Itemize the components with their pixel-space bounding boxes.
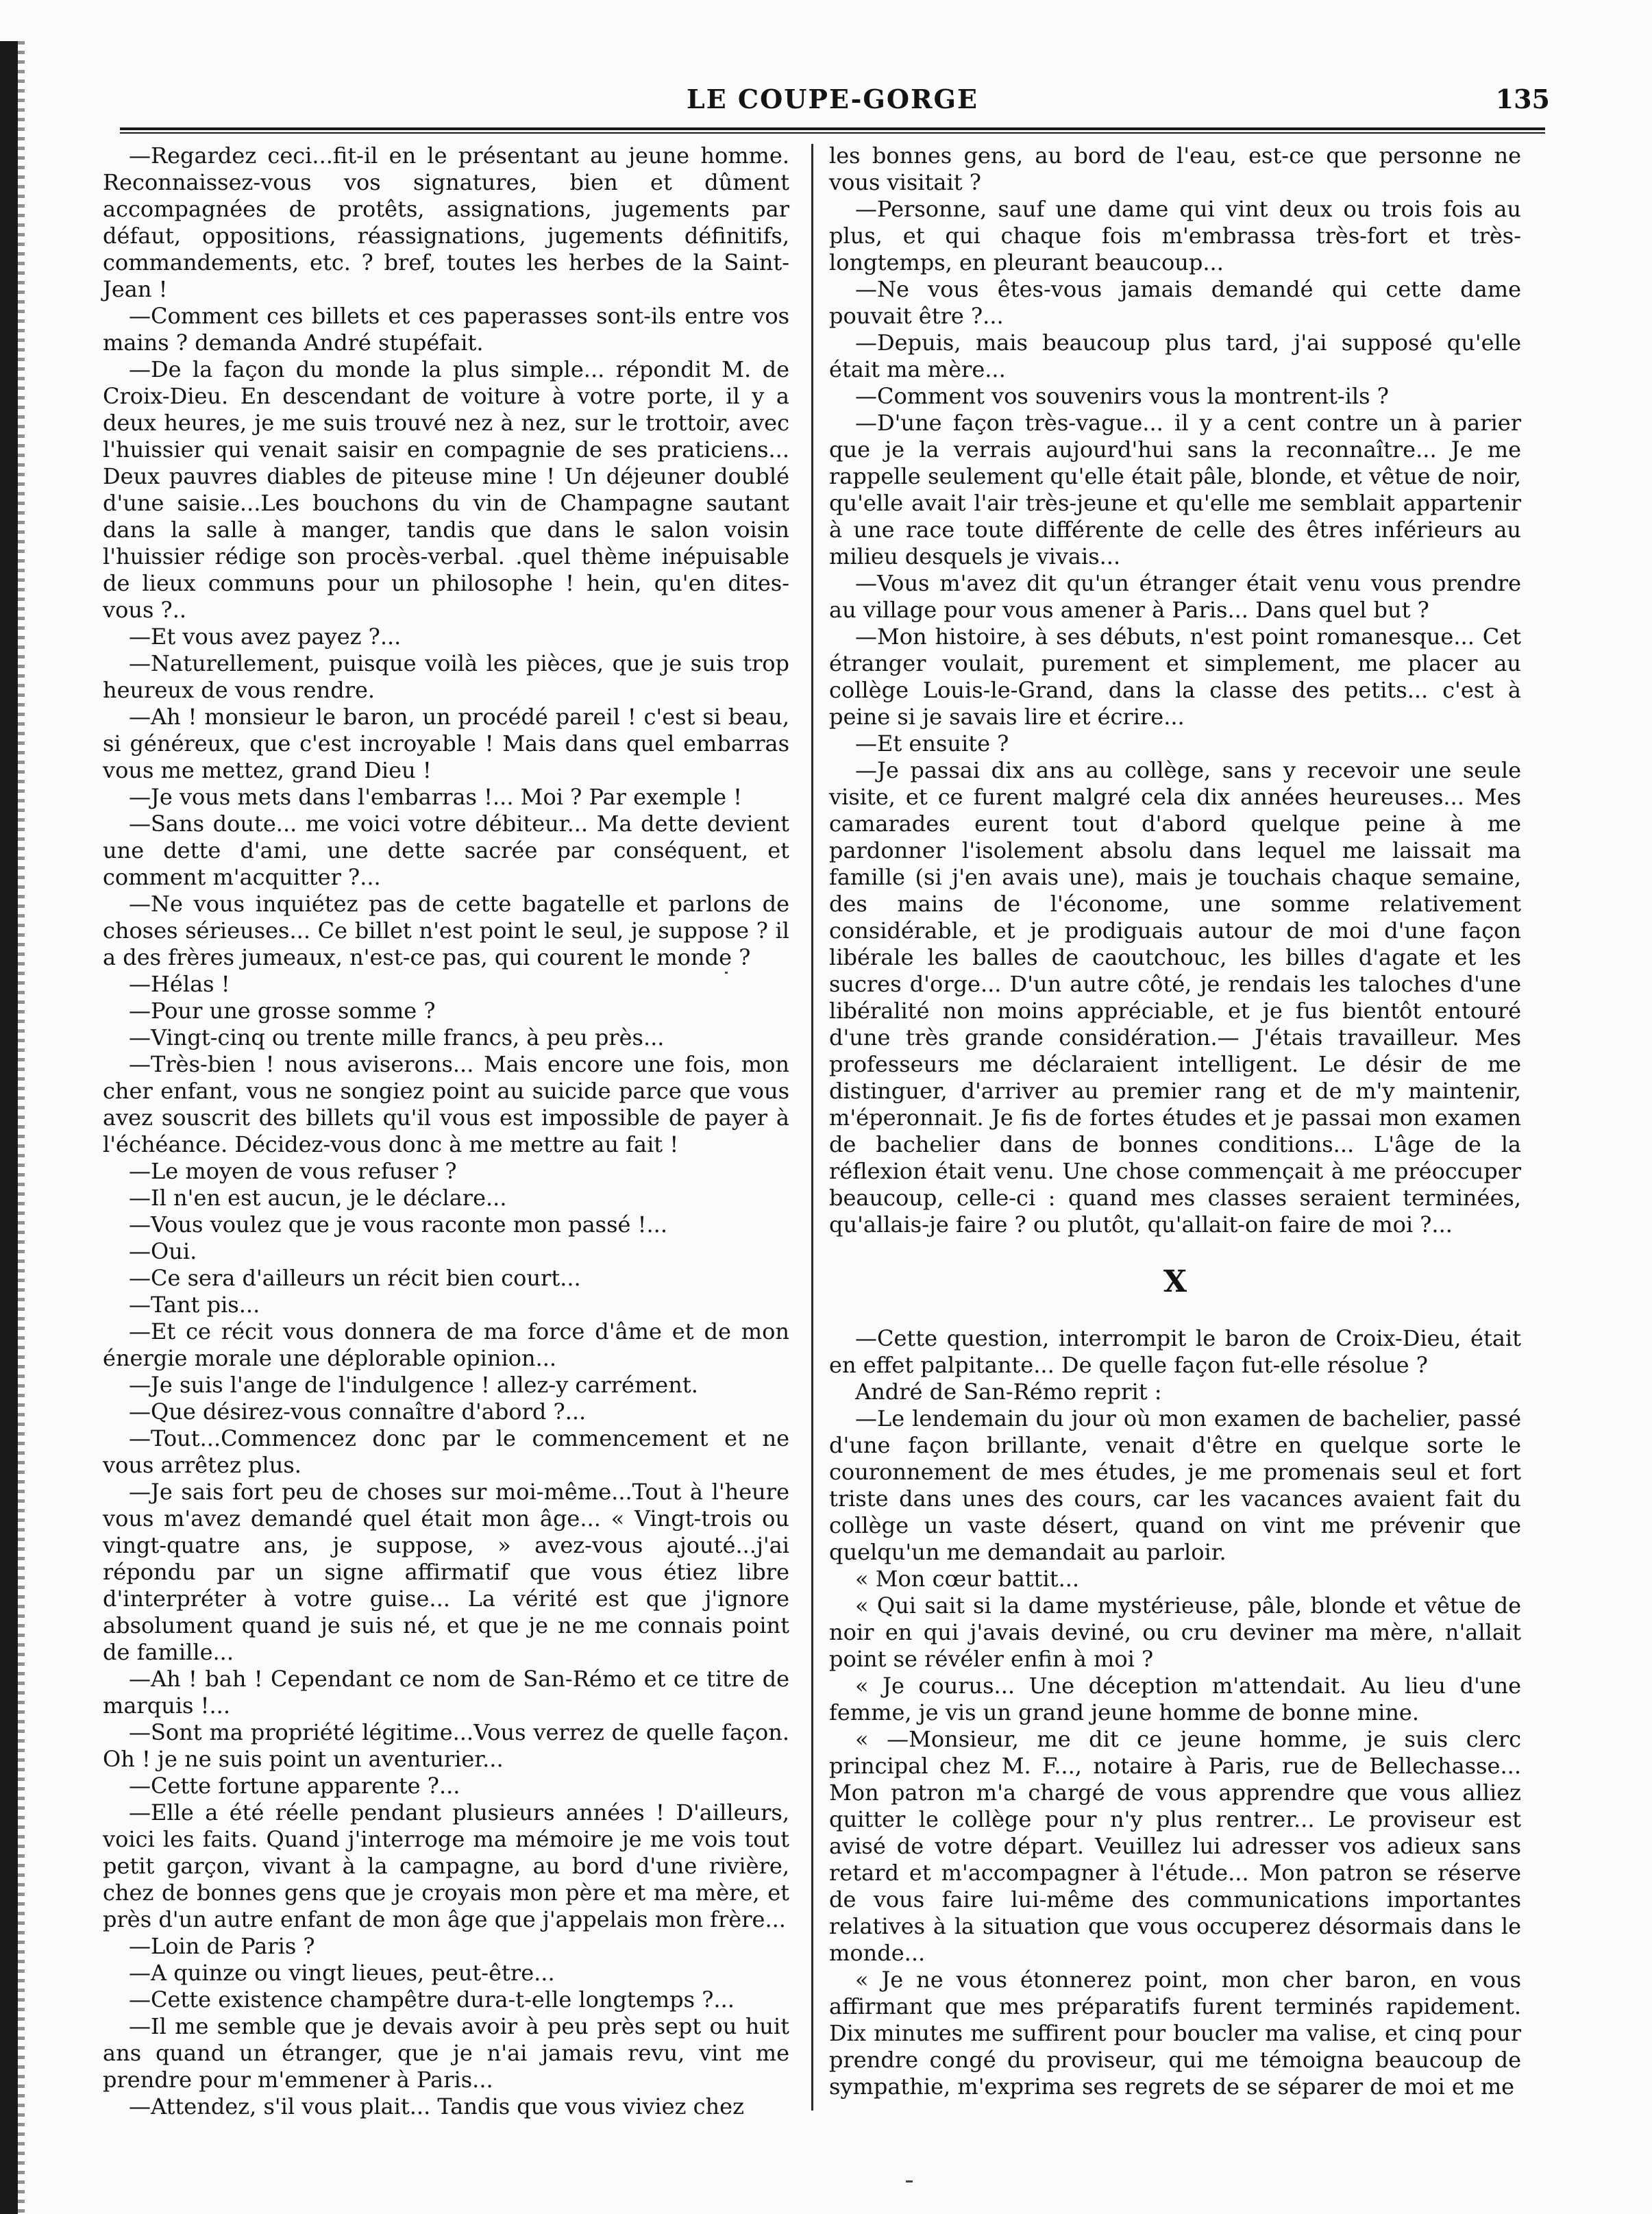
paragraph: —Cette existence champêtre dura-t-elle longtemps ?...	[129, 1987, 735, 2013]
paragraph: —Hélas !	[129, 971, 230, 997]
paragraph: —Il n'en est aucun, je le déclare...	[129, 1185, 507, 1211]
paragraph: —Sans doute... me voici votre débiteur... Ma dette devient une dette d'ami, une dette sacrée par conséquent, et comment m'acquitter ?...	[103, 811, 789, 890]
paragraph: —A quinze ou vingt lieues, peut-être...	[129, 1960, 555, 1986]
paragraph: —Elle a été réelle pendant plusieurs années ! D'ailleurs, voici les faits. Quand j'interroge ma mémoire je me vois tout petit garçon, vivant à la campagne, au bord d'une rivière, chez de bonnes gens que je croyais mon père et ma mère, et près d'un autre enfant de mon âge que j'appelais mon frère...	[103, 1799, 789, 1932]
paragraph: André de San-Rémo reprit :	[855, 1379, 1162, 1405]
paragraph: —Ce sera d'ailleurs un récit bien court...	[129, 1265, 581, 1291]
paragraph: —Sont ma propriété légitime...Vous verrez de quelle façon. Oh ! je ne suis point un aventurier...	[103, 1719, 789, 1772]
paragraph: « Je courus... Une déception m'attendait. Au lieu d'une femme, je vis un grand jeune homme de bonne mine.	[829, 1673, 1521, 1725]
paragraph: —Personne, sauf une dame qui vint deux ou trois fois au plus, et qui chaque fois m'embrassa très-fort et très-longtemps, en pleurant beaucoup...	[829, 196, 1521, 275]
column-separator	[811, 144, 813, 2111]
paragraph: —Pour une grosse somme ?	[129, 998, 436, 1024]
paragraph: —Ah ! monsieur le baron, un procédé pareil ! c'est si beau, si généreux, que c'est incroyable ! Mais dans quel embarras vous me mettez, grand Dieu !	[103, 704, 789, 783]
paragraph: —Vous voulez que je vous raconte mon passé !...	[129, 1211, 667, 1238]
paragraph: —Attendez, s'il vous plait... Tandis que vous viviez chez	[129, 2093, 744, 2119]
paragraph: —Le moyen de vous refuser ?	[129, 1158, 457, 1184]
paragraph: —Ne vous inquiétez pas de cette bagatelle et parlons de choses sérieuses... Ce billet n'est point le seul, je suppose ? il a des frères jumeaux, n'est-ce pas, qui courent le monde ?	[103, 891, 789, 970]
paragraph: —Mon histoire, à ses débuts, n'est point romanesque... Cet étranger voulait, purement et simplement, me placer au collège Louis-le-Grand, dans la classe des petits... c'est à peine si je savais lire et écrire...	[829, 624, 1521, 730]
page-number: 135	[1495, 84, 1550, 114]
paragraph: « Je ne vous étonnerez point, mon cher baron, en vous affirmant que mes préparatifs furent terminés rapidement. Dix minutes me suffirent pour boucler ma valise, et cinq pour prendre congé du proviseur, qui me témoigna beaucoup de sympathie, m'exprima ses regrets de se séparer de moi et me	[829, 1967, 1521, 2100]
paragraph: —Oui.	[129, 1238, 197, 1264]
right-column-after-section	[829, 1325, 1521, 2100]
paragraph: —Et vous avez payez ?...	[129, 624, 402, 650]
paragraph: —Comment ces billets et ces paperasses sont-ils entre vos mains ? demanda André stupéfait.	[103, 303, 789, 356]
book-spine-shadow	[0, 41, 18, 2214]
paragraph: —Je vous mets dans l'embarras !... Moi ? Par exemple !	[129, 784, 743, 810]
paragraph: « —Monsieur, me dit ce jeune homme, je suis clerc principal chez M. F..., notaire à Paris, rue de Bellechasse... Mon patron m'a chargé de vous apprendre que vous alliez quitter le collège pour n'y plus rentrer... Le proviseur est avisé de votre départ. Veuillez lui adresser vos adieux sans retard et m'accompagner à l'étude... Mon patron se réserve de vous faire lui-même des communications importantes relatives à la situation que vous occuperez désormais dans le monde...	[829, 1726, 1521, 1966]
paragraph: —Tout...Commencez donc par le commencement et ne vous arrêtez plus.	[103, 1425, 789, 1478]
page-header	[89, 84, 1576, 125]
paragraph: —Cette fortune apparente ?...	[129, 1773, 460, 1799]
paragraph: —Comment vos souvenirs vous la montrent-ils ?	[855, 383, 1389, 409]
paragraph: —Vous m'avez dit qu'un étranger était venu vous prendre au village pour vous amener à Paris... Dans quel but ?	[829, 570, 1521, 623]
paragraph: —Cette question, interrompit le baron de Croix-Dieu, était en effet palpitante... De quelle façon fut-elle résolue ?	[829, 1325, 1521, 1378]
scan-speck	[725, 972, 728, 974]
paragraph: —Ne vous êtes-vous jamais demandé qui cette dame pouvait être ?...	[829, 276, 1521, 329]
paragraph: —De la façon du monde la plus simple... répondit M. de Croix-Dieu. En descendant de voiture à votre porte, il y a deux heures, je me suis trouvé nez à nez, sur le trottoir, avec l'huissier qui venait saisir en compagnie de ses praticiens... Deux pauvres diables de piteuse mine ! Un déjeuner doublé d'une saisie...Les bouchons du vin de Champagne sautant dans la salle à manger, tandis que dans le salon voisin l'huissier rédige son procès-verbal. .quel thème inépuisable de lieux communs pour un philosophe ! hein, qu'en dites-vous ?..	[103, 356, 789, 623]
paragraph: —Vingt-cinq ou trente mille francs, à peu près...	[129, 1024, 665, 1050]
paragraph: —Je suis l'ange de l'indulgence ! allez-y carrément.	[129, 1372, 698, 1398]
paragraph: « Mon cœur battit...	[855, 1566, 1080, 1592]
paragraph: —Tant pis...	[129, 1292, 260, 1318]
paragraph: —Très-bien ! nous aviserons... Mais encore une fois, mon cher enfant, vous ne songiez point au suicide parce que vous avez souscrit des billets qu'il vous est impossible de payer à l'échéance. Décidez-vous donc à me mettre au fait !	[103, 1051, 789, 1157]
paragraph: « Qui sait si la dame mystérieuse, pâle, blonde et vêtue de noir en qui j'avais deviné, ou cru deviner ma mère, n'allait point se révéler enfin à moi ?	[829, 1592, 1521, 1672]
right-column	[829, 143, 1521, 2100]
right-column-before-section	[829, 143, 1521, 1238]
paragraph: —D'une façon très-vague... il y a cent contre un à parier que je la verrais aujourd'hui sans la reconnaître... Je me rappelle seulement qu'elle était pâle, blonde, et vêtue de noir, qu'elle avait l'air très-jeune et qu'elle me semblait appartenir à une race toute différente de celle des êtres inférieurs au milieu desquels je vivais...	[829, 410, 1521, 569]
paragraph: —Naturellement, puisque voilà les pièces, que je suis trop heureux de vous rendre.	[103, 650, 789, 703]
paragraph: —Regardez ceci...fit-il en le présentant au jeune homme. Reconnaissez-vous vos signatures, bien et dûment accompagnées de protêts, assignations, jugements par défaut, oppositions, réassignations, jugements définitifs, commandements, etc. ? bref, toutes les herbes de la Saint-Jean !	[103, 143, 789, 302]
left-column	[103, 143, 789, 2120]
header-rule-thin	[120, 132, 1545, 134]
paragraph: —Et ensuite ?	[855, 730, 1009, 757]
paragraph: —Il me semble que je devais avoir à peu près sept ou huit ans quand un étranger, que je n'ai jamais revu, vint me prendre pour m'emmener à Paris...	[103, 2013, 789, 2093]
scan-edge-noise	[18, 41, 25, 2214]
paragraph: —Je passai dix ans au collège, sans y recevoir une seule visite, et ce furent malgré cela dix années heureuses... Mes camarades eurent tout d'abord quelque peine à me pardonner l'isolement absolu dans lequel me laissait ma famille (si j'en avais une), mais je touchais chaque semaine, des mains de l'économe, une somme relativement considérable, et je prodiguais autour de moi d'une façon libérale les balles de caoutchouc, les billes d'agate et les sucres d'orge... D'un autre côté, je rendais les taloches d'une libéralité non moins appréciable, et je fus bientôt entouré d'une très grande considération.— J'étais travailleur. Mes professeurs me déclaraient intelligent. Le désir de me distinguer, d'arriver au premier rang et de m'y maintenir, m'éperonnait. Je fis de fortes études et je passai mon examen de bachelier dans de bonnes conditions... L'âge de la réflexion était venu. Une chose commençait à me préoccuper beaucoup, celle-ci : quand mes classes seraient terminées, qu'allais-je faire ? ou plutôt, qu'allait-on faire de moi ?...	[829, 757, 1521, 1238]
paragraph: —Le lendemain du jour où mon examen de bachelier, passé d'une façon brillante, venait d'être en quelque sorte le couronnement de mes études, je me promenais seul et fort triste dans unes des cours, car les vacances avaient fait du collège un vaste désert, quand on vint me prévenir que quelqu'un me demandait au parloir.	[829, 1405, 1521, 1565]
paragraph: —Ah ! bah ! Cependant ce nom de San-Rémo et ce titre de marquis !...	[103, 1666, 789, 1719]
paragraph: —Que désirez-vous connaître d'abord ?...	[129, 1399, 587, 1425]
paragraph: —Depuis, mais beaucoup plus tard, j'ai supposé qu'elle était ma mère...	[829, 330, 1521, 382]
section-heading: X	[1163, 1264, 1187, 1299]
paragraph: —Et ce récit vous donnera de ma force d'âme et de mon énergie morale une déplorable opinion...	[103, 1318, 789, 1371]
running-title: LE COUPE-GORGE	[687, 84, 978, 114]
header-rule	[120, 127, 1545, 130]
scan-speck	[906, 2180, 913, 2182]
paragraph: —Je sais fort peu de choses sur moi-même...Tout à l'heure vous m'avez demandé quel était mon âge... « Vingt-trois ou vingt-quatre ans, je suppose, » avez-vous ajouté...j'ai répondu par un signe affirmatif que vous étiez libre d'interpréter à votre guise... La vérité est que j'ignore absolument quand je suis né, et que je ne me connais point de famille...	[103, 1479, 789, 1665]
paragraph: —Loin de Paris ?	[129, 1933, 315, 1959]
paragraph: les bonnes gens, au bord de l'eau, est-ce que personne ne vous visitait ?	[829, 143, 1521, 195]
